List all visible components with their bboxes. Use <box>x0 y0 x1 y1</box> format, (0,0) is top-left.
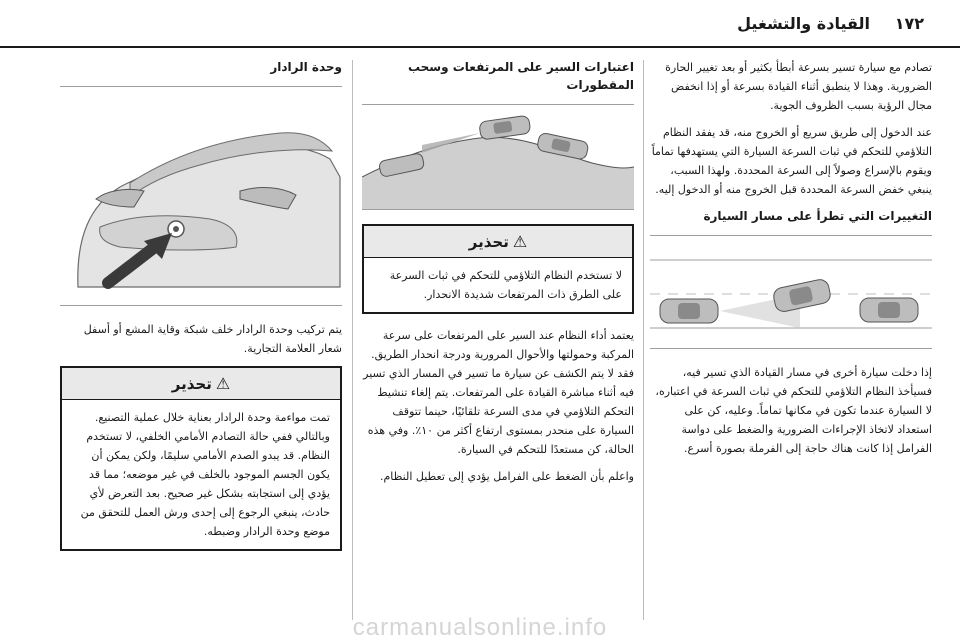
middle-paragraph-2: واعلم بأن الضغط على الفرامل يؤدي إلى تعطيل النظام. <box>379 470 634 483</box>
column-separator-left <box>352 60 353 620</box>
radar-warning-box <box>60 366 342 551</box>
hill-driving-illustration <box>362 104 634 210</box>
column-separator-right <box>643 60 644 620</box>
right-paragraph-2: عند الدخول إلى طريق سريع أو الخروج منه، قد يفقد النظام التلاؤمي للتحكم في ثبات السرعة السيارة التي يستهدفها تماماً ويقوم بالإسراع وصولاً إلى السرعة المحددة. ولهذا السبب، ينبغي خفض السرعة المحددة قبل الخروج منه أو الدخول إليه. <box>651 126 932 196</box>
warning-title: ⚠تحذير <box>364 226 632 258</box>
right-paragraph-3: إذا دخلت سيارة أخرى في مسار القيادة الذي تسير فيه، فسيأخذ النظام التلاؤمي للتحكم في ثبات السرعة في اعتباره، لا السيارة عندما تكون في مكانها تماماً. وعليه، كن على استعداد لاتخاذ الإجراءات الضرورية والضغط على دواسة الفرامل إذا كانت هناك حاجة إلى الفرملة بصورة أسرع. <box>655 366 932 455</box>
host-car-icon <box>660 299 718 323</box>
right-column <box>650 58 932 466</box>
hills-warning-box <box>362 224 634 314</box>
lead-car-icon <box>860 298 918 322</box>
hills-towing-heading: اعتبارات السير على المرتفعات وسحب المقطورات <box>407 60 634 92</box>
car-on-slope-icon <box>479 115 531 140</box>
middle-column <box>362 58 634 494</box>
lane-change-heading: التغييرات التي تطرأ على مسار السيارة <box>703 209 932 223</box>
right-paragraph-1: تصادم مع سيارة تسير بسرعة أبطأ بكثير أو بعد تغيير الحارة الضرورية. وهذا لا ينطبق أثناء القيادة بسرعة أو إذا انخفض مجال الرؤية بسبب الظروف الجوية. <box>665 61 932 112</box>
radar-location-illustration <box>60 86 342 306</box>
watermark: carmanualsonline.info <box>352 614 608 641</box>
page-title: القيادة والتشغيل <box>737 14 870 33</box>
left-column <box>60 58 342 563</box>
warning-text: لا تستخدم النظام التلاؤمي للتحكم في ثبات السرعة على الطرق ذات المرتفعات شديدة الانحدار. <box>389 269 622 301</box>
middle-paragraph-1: يعتمد أداء النظام عند السير على المرتفعات على سرعة المركبة وحمولتها والأحوال المرورية ودرجة انحدار الطريق. فقد لا يتم الكشف عن سيارة ما تسير في المسار الذي تسير فيه أثناء مباشرة القيادة على المرتفعات. يتم إلغاء تنشيط التحكم التلاؤمي في مدى السرعة تلقائيًا، حينما تتوقف السيارة على منحدر بمستوى ارتفاع أكثر من ١٠٪. وفي هذه الحالة، كن مستعدًا للتحكم في السيارة. <box>363 329 634 456</box>
radar-unit-heading: وحدة الرادار <box>270 60 342 74</box>
left-paragraph-1: يتم تركيب وحدة الرادار خلف شبكة وقاية المشع أو أسفل شعار العلامة التجارية. <box>83 323 342 355</box>
warning-triangle-icon: ⚠ <box>215 374 231 393</box>
page-number: ١٧٢ <box>894 14 924 33</box>
header-rule <box>0 46 960 48</box>
warning-text: تمت مواءمة وحدة الرادار بعناية خلال عملية التصنيع. وبالتالي ففي حالة التصادم الأمامي الخلفي، لا تستخدم النظام. قد يبدو الصدم الأمامي سليمًا، ولكن يمكن أن يكون الجسم الموجود بالخلف في غير موضعه؛ مما قد يؤدي إلى استجابته بشكل غير صحيح. بعد التعرض لأي حادث، ينبغي الرجوع إلى إحدى ورش العمل للتحقق من موضع وحدة الرادار وضبطه. <box>80 411 330 538</box>
lane-change-illustration <box>650 235 932 349</box>
warning-triangle-icon: ⚠ <box>512 232 528 251</box>
page-header <box>0 0 960 48</box>
warning-title: ⚠تحذير <box>62 368 340 400</box>
merging-car-icon <box>772 278 832 313</box>
